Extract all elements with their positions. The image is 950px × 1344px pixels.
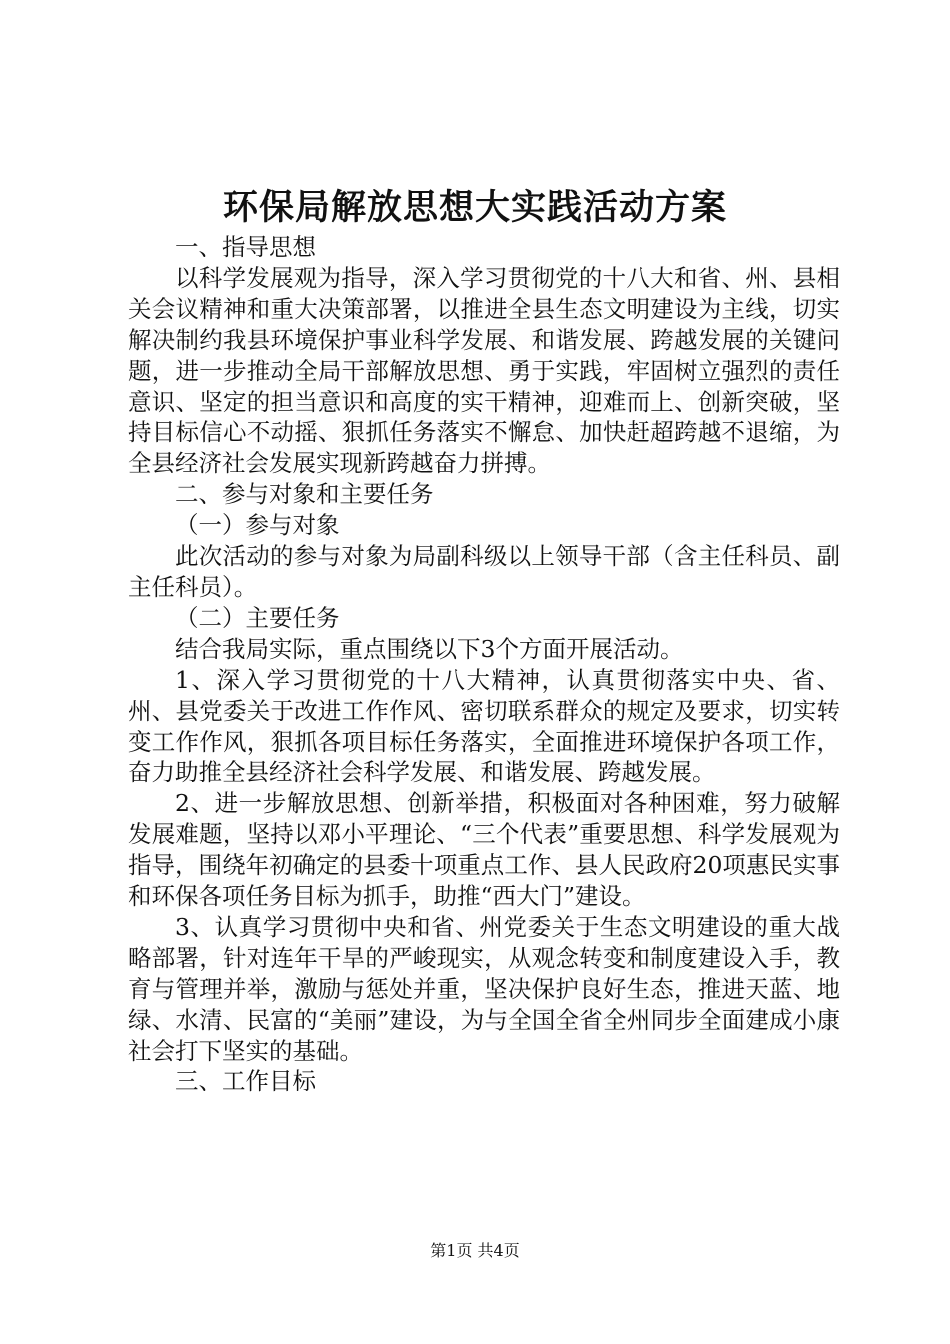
- list-item: 3、认真学习贯彻中央和省、州党委关于生态文明建设的重大战略部署，针对连年干旱的严峻现实，从观念转变和制度建设入手，教育与管理并举，激励与惩处并重，坚决保护良好生态，推进天蓝、地绿、水清、民富的“美丽”建设，为与全国全省全州同步全面建成小康社会打下坚实的基础。: [128, 912, 840, 1065]
- list-item: 2、进一步解放思想、创新举措，积极面对各种困难，努力破解发展难题，坚持以邓小平理论、“三个代表”重要思想、科学发展观为指导，围绕年初确定的县委十项重点工作、县人民政府20项惠民实事和环保各项任务目标为抓手，助推“西大门”建设。: [128, 789, 840, 911]
- page-footer: 第1页 共4页: [430, 1241, 520, 1260]
- paragraph: 此次活动的参与对象为局副科级以上领导干部（含主任科员、副主任科员）。: [128, 542, 840, 601]
- paragraph: 结合我局实际，重点围绕以下3个方面开展活动。: [175, 634, 684, 663]
- section-heading: 一、指导思想: [175, 233, 316, 261]
- section-heading: 三、工作目标: [175, 1067, 316, 1096]
- document-body: [128, 232, 840, 1097]
- paragraph: 以科学发展观为指导，深入学习贯彻党的十八大和省、州、县相关会议精神和重大决策部署，以推进全县生态文明建设为主线，切实解决制约我县环境保护事业科学发展、和谐发展、跨越发展的关键问题，进一步推动全局干部解放思想、勇于实践，牢固树立强烈的责任意识、坚定的担当意识和高度的实干精神，迎难而上、创新突破，坚持目标信心不动摇、狠抓任务落实不懈怠、加快赶超跨越不退缩，为全县经济社会发展实现新跨越奋力拼搏。: [128, 263, 840, 478]
- section-heading: 二、参与对象和主要任务: [175, 480, 434, 509]
- list-item: 1、深入学习贯彻党的十八大精神，认真贯彻落实中央、省、州、县党委关于改进工作作风、密切联系群众的规定及要求，切实转变工作作风，狠抓各项目标任务落实，全面推进环境保护各项工作，奋力助推全县经济社会科学发展、和谐发展、跨越发展。: [128, 665, 840, 787]
- document-title: 环保局解放思想大实践活动方案: [222, 188, 727, 228]
- subsection-heading: （一）参与对象: [175, 511, 340, 540]
- subsection-heading: （二）主要任务: [175, 603, 340, 632]
